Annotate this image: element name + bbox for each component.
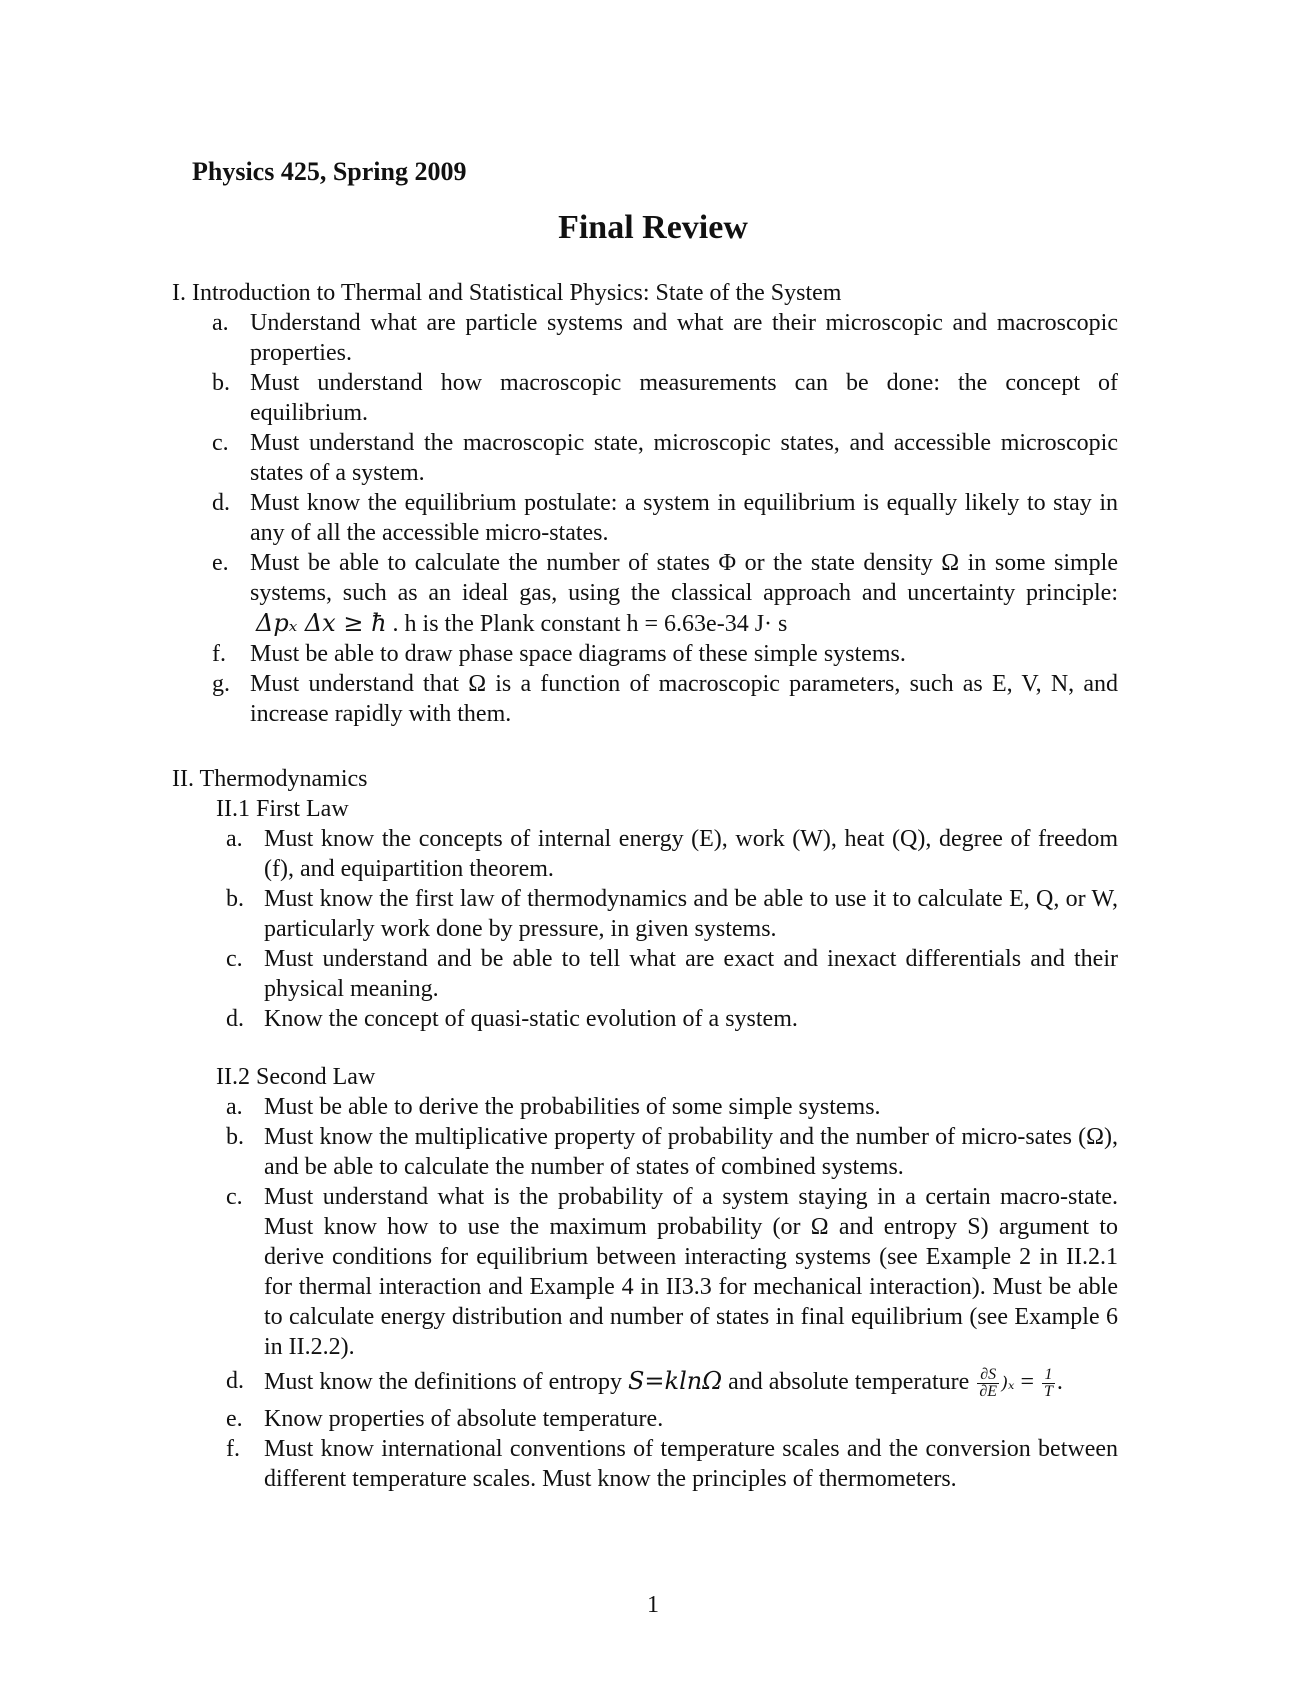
item-text: . h is the Plank constant h = 6.63e-34 J· s [392, 611, 788, 637]
second-law-list [226, 1092, 1119, 1494]
list-item [226, 1004, 1118, 1034]
item-marker: f. [212, 641, 226, 667]
item-marker: f. [226, 1435, 240, 1462]
item-marker: e. [212, 550, 229, 576]
item-text: Must know the multiplicative property of probability and the number of micro-sates (Ω), and be able to calculate the number of states of combined systems. [264, 1124, 1118, 1180]
item-marker: g. [212, 671, 230, 697]
fraction-numerator: ∂S [977, 1367, 999, 1384]
course-header: Physics 425, Spring 2009 [192, 157, 467, 186]
item-text: Must understand what is the probability of a system staying in a certain macro-state. Must know how to use the maximum probability (or Ω and entropy S) argument to derive conditions for equilibrium between interacting systems (see Example 2 in II.2.1 for thermal interaction and Example 4 in II3.3 for mechanical interaction). Must be able to calculate energy distribution and number of states in final equilibrium (see Example 6 in II.2.2). [264, 1184, 1119, 1360]
item-marker: a. [212, 310, 229, 336]
partial-derivative-fraction [977, 1367, 999, 1400]
item-text: Must know international conventions of temperature scales and the conversion between different temperature scales. Must know the principles of thermometers. [264, 1435, 1118, 1492]
list-item [226, 1365, 1118, 1400]
list-item [226, 1404, 1118, 1434]
item-marker: d. [226, 1006, 244, 1032]
document-title: Final Review [558, 209, 748, 246]
item-text: Know properties of absolute temperature. [264, 1405, 664, 1432]
list-item [212, 488, 1118, 548]
subsection-heading: II.2 Second Law [216, 1064, 376, 1090]
list-item [212, 308, 1118, 368]
item-text: Know the concept of quasi-static evolution of a system. [264, 1006, 798, 1032]
list-item [226, 944, 1118, 1004]
first-law-list [226, 824, 1118, 1034]
item-text: Understand what are particle systems and what are their microscopic and macroscopic properties. [250, 310, 1118, 366]
item-text: and absolute temperature [728, 1369, 970, 1395]
entropy-formula: S=klnΩ [627, 1367, 723, 1395]
item-marker: b. [226, 886, 244, 912]
item-text: Must know the definitions of entropy [264, 1369, 622, 1395]
item-marker: d. [226, 1368, 244, 1394]
page-number: 1 [647, 1592, 659, 1618]
uncertainty-formula: Δpₓ Δx ≥ ħ [256, 609, 387, 637]
item-marker: c. [226, 946, 243, 972]
item-marker: a. [226, 826, 243, 852]
section1-list [212, 308, 1118, 729]
inverse-temperature-fraction [1042, 1367, 1055, 1400]
section-heading: II. Thermodynamics [172, 766, 368, 792]
list-item [212, 548, 1118, 639]
subsection-heading: II.1 First Law [216, 796, 349, 822]
list-item [226, 1122, 1118, 1182]
list-item [212, 639, 1118, 669]
section-heading: I. Introduction to Thermal and Statistical Physics: State of the System [172, 280, 842, 306]
list-item [226, 824, 1118, 884]
item-marker: e. [226, 1405, 243, 1432]
item-marker: b. [226, 1124, 244, 1150]
item-text: Must know the first law of thermodynamics and be able to use it to calculate E, Q, or W, particularly work done by pressure, in given systems. [264, 886, 1118, 942]
equals-sign: = [1020, 1369, 1034, 1395]
list-item [226, 884, 1118, 944]
list-item [212, 669, 1118, 729]
item-text: Must understand how macroscopic measurements can be done: the concept of equilibrium. [250, 370, 1118, 426]
subscript: )ₓ [1001, 1373, 1015, 1394]
fraction-numerator: 1 [1042, 1367, 1055, 1384]
item-text: Must be able to calculate the number of states Φ or the state density Ω in some simple systems, such as an ideal gas, using the classical approach and uncertainty principle: [250, 550, 1118, 606]
item-text: . [1056, 1369, 1063, 1395]
item-text: Must understand that Ω is a function of macroscopic parameters, such as E, V, N, and increase rapidly with them. [250, 671, 1118, 727]
item-text: Must know the concepts of internal energy (E), work (W), heat (Q), degree of freedom (f), and equipartition theorem. [264, 826, 1118, 882]
item-text: Must be able to draw phase space diagrams of these simple systems. [250, 641, 906, 667]
item-marker: c. [212, 430, 229, 456]
item-marker: d. [212, 490, 230, 516]
list-item [226, 1434, 1118, 1494]
list-item [226, 1092, 1118, 1122]
list-item [212, 428, 1118, 488]
item-text: Must be able to derive the probabilities of some simple systems. [264, 1094, 881, 1120]
item-marker: b. [212, 370, 230, 396]
list-item [212, 368, 1118, 428]
item-marker: a. [226, 1094, 243, 1120]
item-marker: c. [226, 1184, 243, 1210]
list-item [226, 1182, 1119, 1362]
fraction-denominator: ∂E [979, 1382, 998, 1400]
item-text: Must understand and be able to tell what are exact and inexact differentials and their physical meaning. [264, 946, 1118, 1002]
item-text: Must know the equilibrium postulate: a system in equilibrium is equally likely to stay in any of all the accessible micro-states. [250, 490, 1118, 546]
item-text: Must understand the macroscopic state, microscopic states, and accessible microscopic states of a system. [250, 430, 1118, 486]
fraction-denominator: T [1043, 1382, 1053, 1400]
